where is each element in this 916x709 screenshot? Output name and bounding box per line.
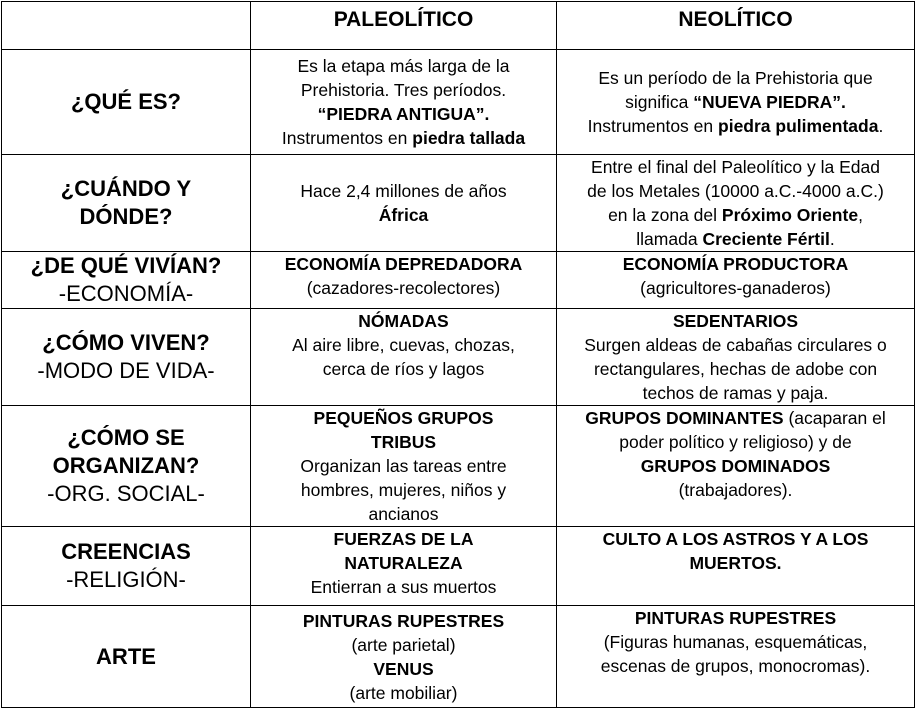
row-label-subtitle: -MODO DE VIDA- (37, 358, 215, 383)
row-label-subtitle: -RELIGIÓN- (66, 567, 186, 592)
cell-line (253, 406, 554, 430)
bold-text: CULTO A LOS ASTROS Y A LOS (602, 529, 869, 549)
text: (acaparan el (783, 408, 886, 428)
cell-line (253, 126, 554, 150)
row-label (2, 155, 251, 252)
text: . (829, 229, 835, 249)
bold-text: MUERTOS. (689, 553, 782, 573)
row-label (2, 50, 251, 155)
cell-line (253, 203, 554, 227)
table-row (2, 252, 915, 309)
cell-line (559, 276, 912, 300)
row-label-subtitle: -ECONOMÍA- (58, 281, 194, 306)
cell-line (253, 478, 554, 502)
bold-text: ECONOMÍA DEPREDADORA (284, 254, 523, 274)
text: poder político y religioso) y de (619, 432, 852, 452)
neolitico-cell (557, 50, 915, 155)
cell-line (253, 609, 554, 633)
text: Entre el final del Paleolítico y la Edad (591, 157, 880, 177)
cell-line (559, 114, 912, 138)
cell-line (253, 357, 554, 381)
cell-line (559, 381, 912, 405)
neolitico-cell (557, 406, 915, 527)
cell-line (559, 654, 912, 678)
paleolitico-cell (251, 50, 557, 155)
text: (trabajadores). (678, 480, 793, 500)
neolitico-cell (557, 527, 915, 606)
table-row (2, 309, 915, 406)
bold-text: ECONOMÍA PRODUCTORA (622, 254, 849, 274)
corner-cell (2, 2, 251, 50)
cell-line (253, 54, 554, 78)
cell-line (253, 102, 554, 126)
cell-line (559, 527, 912, 551)
cell-line (253, 502, 554, 526)
paleolitico-cell (251, 155, 557, 252)
text: significa (625, 92, 694, 112)
bold-text: PINTURAS RUPESTRES (634, 608, 837, 628)
bold-text: FUERZAS DE LA (333, 529, 474, 549)
text: rectangulares, hechas de adobe con (593, 359, 878, 379)
text: (arte mobiliar) (349, 682, 458, 703)
paleolitico-cell (251, 309, 557, 406)
bold-text: PINTURAS RUPESTRES (302, 610, 505, 631)
cell-line (559, 430, 912, 454)
cell-line (559, 406, 912, 430)
text: Instrumentos en (587, 116, 719, 136)
row-label-title: ¿QUÉ ES? (70, 89, 181, 114)
text: cerca de ríos y lagos (322, 359, 485, 379)
cell-line (559, 309, 912, 333)
cell-line (559, 179, 912, 203)
text: (arte parietal) (351, 634, 456, 655)
row-label (2, 606, 251, 708)
cell-line (559, 203, 912, 227)
text: (cazadores-recolectores) (306, 278, 501, 298)
table-row (2, 527, 915, 606)
cell-line (559, 252, 912, 276)
text: . (878, 116, 884, 136)
cell-line (253, 430, 554, 454)
header-row (2, 2, 915, 50)
row-label (2, 527, 251, 606)
row-label-title: ¿CÓMO SE ORGANIZAN? (52, 425, 200, 478)
neolitico-cell (557, 252, 915, 309)
row-label-title: ARTE (96, 643, 156, 669)
row-label (2, 406, 251, 527)
table-row (2, 50, 915, 155)
cell-line (559, 478, 912, 502)
bold-text: TRIBUS (370, 432, 437, 452)
text: Al aire libre, cuevas, chozas, (292, 335, 515, 355)
table-row (2, 406, 915, 527)
paleolitico-cell (251, 252, 557, 309)
text: (agricultores-ganaderos) (640, 278, 831, 298)
bold-text: NÓMADAS (358, 311, 449, 331)
cell-line (253, 309, 554, 333)
cell-line (253, 78, 554, 102)
bold-text: Próximo Oriente (721, 205, 859, 225)
cell-line (253, 527, 554, 551)
bold-text: GRUPOS DOMINANTES (585, 408, 784, 428)
table-row (2, 606, 915, 708)
cell-line (559, 155, 912, 179)
row-label-title: ¿CÓMO VIVEN? (42, 330, 210, 355)
row-label (2, 309, 251, 406)
bold-text: SEDENTARIOS (672, 311, 799, 331)
cell-line (253, 333, 554, 357)
paleolitico-cell (251, 406, 557, 527)
cell-line (559, 90, 912, 114)
cell-line (253, 179, 554, 203)
cell-line (253, 575, 554, 599)
cell-line (559, 357, 912, 381)
row-label-title: ¿DE QUÉ VIVÍAN? (30, 253, 222, 278)
neolitico-cell (557, 606, 915, 708)
bold-text: “NUEVA PIEDRA”. (693, 92, 846, 112)
text: Entierran a sus muertos (310, 577, 497, 597)
cell-line (253, 252, 554, 276)
text: Es un período de la Prehistoria que (598, 68, 873, 88)
row-label-subtitle: -ORG. SOCIAL- (47, 481, 205, 506)
text: Hace 2,4 millones de años (300, 181, 507, 201)
row-label-title: CREENCIAS (61, 539, 191, 564)
neolitico-cell (557, 309, 915, 406)
paleolitico-cell (251, 606, 557, 708)
text: de los Metales (10000 a.C.-4000 a.C.) (587, 181, 884, 201)
text: llamada (636, 229, 703, 249)
cell-line (253, 657, 554, 681)
bold-text: África (378, 205, 429, 225)
cell-line (559, 333, 912, 357)
text: Es la etapa más larga de la (297, 56, 510, 76)
header-paleolitico: PALEOLÍTICO (251, 2, 557, 50)
comparison-table (1, 1, 915, 708)
text: Surgen aldeas de cabañas circulares o (584, 335, 887, 355)
text: escenas de grupos, monocromas). (600, 656, 871, 676)
bold-text: “PIEDRA ANTIGUA”. (317, 104, 490, 124)
row-label (2, 252, 251, 309)
text: en la zona del (608, 205, 722, 225)
bold-text: Creciente Fértil (702, 229, 830, 249)
paleolitico-cell (251, 527, 557, 606)
bold-text: VENUS (373, 658, 434, 679)
text: Organizan las tareas entre (300, 456, 507, 476)
cell-line (559, 454, 912, 478)
cell-line (559, 606, 912, 630)
cell-line (559, 551, 912, 575)
table-row (2, 155, 915, 252)
cell-line (559, 66, 912, 90)
bold-text: piedra tallada (412, 128, 526, 148)
cell-line (559, 227, 912, 251)
text: Prehistoria. Tres períodos. (300, 80, 507, 100)
text: , (858, 205, 863, 225)
cell-line (559, 630, 912, 654)
text: (Figuras humanas, esquemáticas, (603, 632, 868, 652)
neolitico-cell (557, 155, 915, 252)
text: hombres, mujeres, niños y (300, 480, 507, 500)
bold-text: GRUPOS DOMINADOS (640, 456, 831, 476)
bold-text: piedra pulimentada (718, 116, 879, 136)
text: ancianos (368, 504, 439, 524)
header-neolitico: NEOLÍTICO (557, 2, 915, 50)
cell-line (253, 633, 554, 657)
cell-line (253, 454, 554, 478)
text: techos de ramas y paja. (642, 383, 829, 403)
text: Instrumentos en (281, 128, 413, 148)
bold-text: NATURALEZA (344, 553, 463, 573)
bold-text: PEQUEÑOS GRUPOS (313, 408, 494, 428)
cell-line (253, 681, 554, 705)
cell-line (253, 276, 554, 300)
row-label-title: ¿CUÁNDO Y DÓNDE? (60, 176, 192, 229)
cell-line (253, 551, 554, 575)
